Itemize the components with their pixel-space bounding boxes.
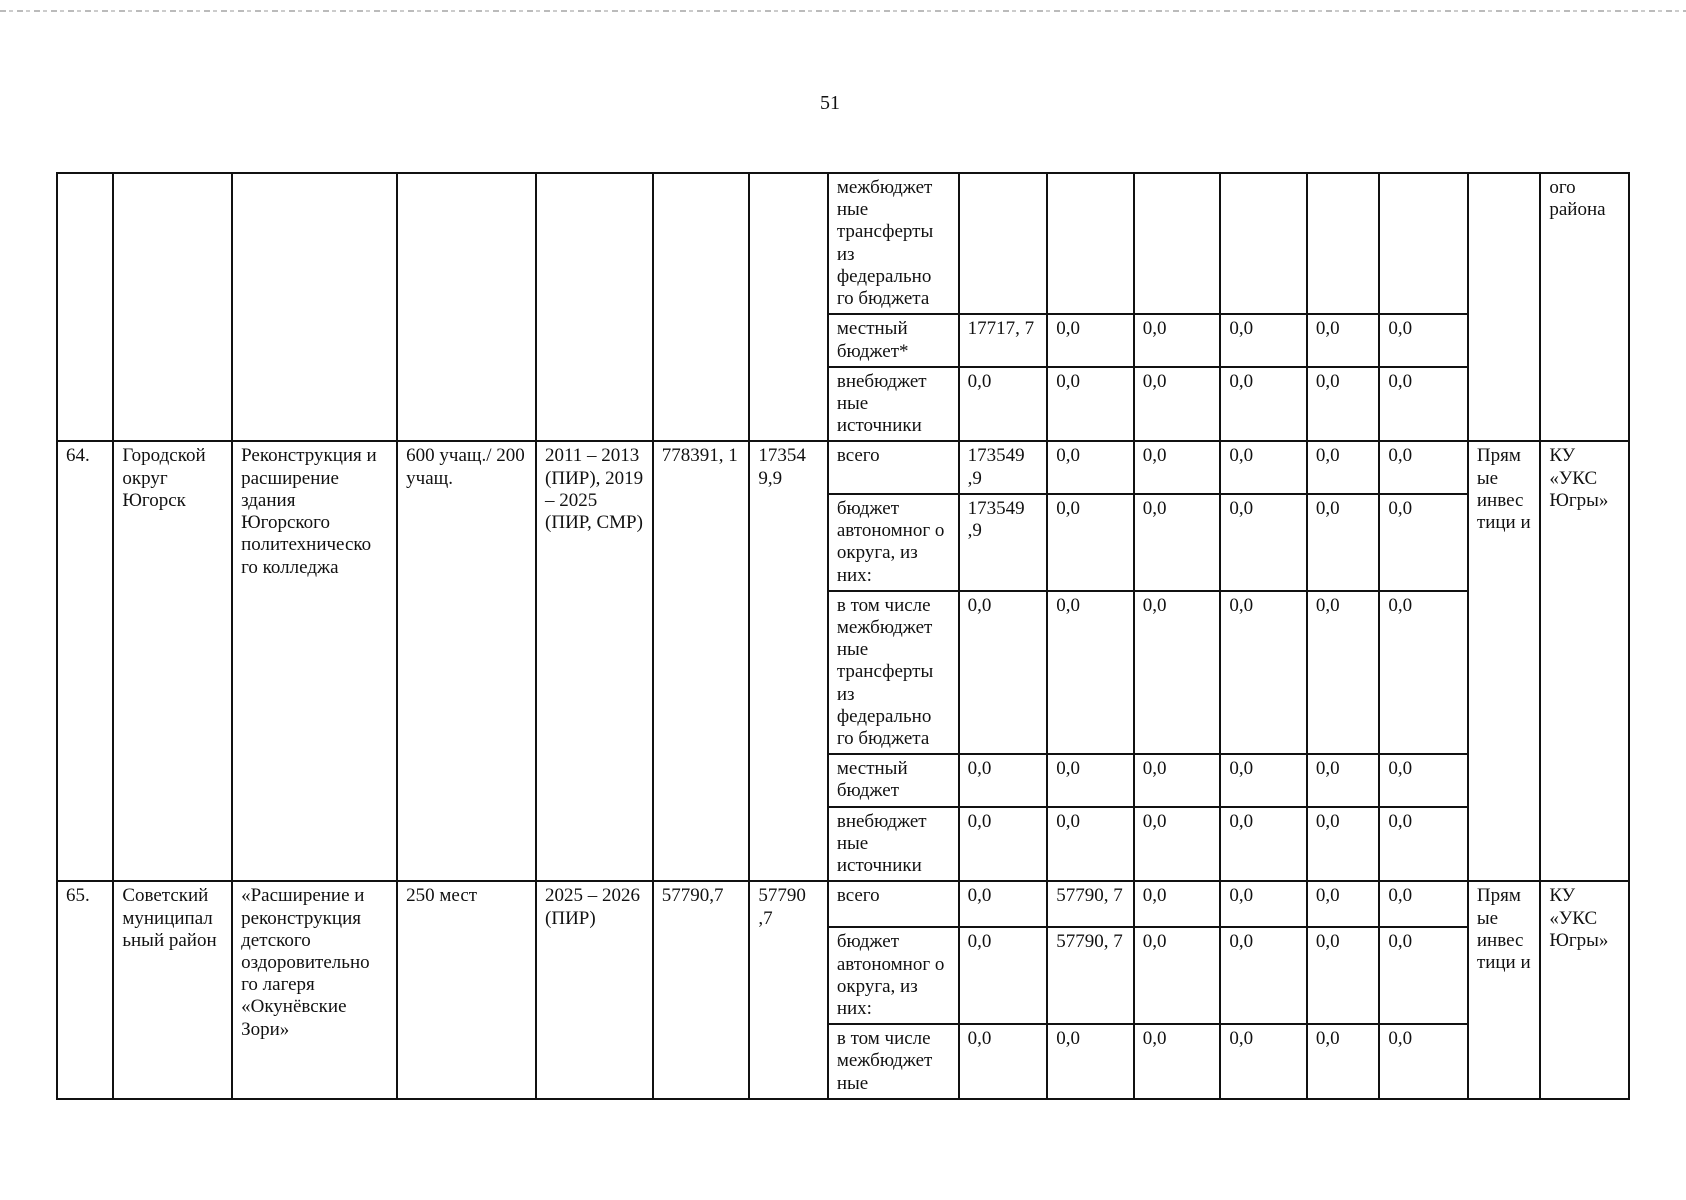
value-cell: 0,0 (1134, 1024, 1221, 1099)
value-cell (1379, 173, 1468, 314)
value-cell: 0,0 (959, 591, 1048, 755)
value-cell: 57790, 7 (1047, 927, 1134, 1024)
period-cell: 2025 – 2026 (ПИР) (536, 881, 653, 1099)
value-cell: 173549 ,9 (959, 441, 1048, 493)
cell-empty (397, 173, 536, 441)
value-cell: 0,0 (1047, 314, 1134, 366)
value-cell: 0,0 (1047, 441, 1134, 493)
source-label: в том числе межбюджет ные (828, 1024, 959, 1099)
cell-empty (653, 173, 750, 441)
value-cell: 0,0 (959, 927, 1048, 1024)
customer-cell: КУ «УКС Югры» (1540, 881, 1629, 1099)
cell-empty (113, 173, 232, 441)
value-cell (959, 173, 1048, 314)
value-cell: 0,0 (1134, 927, 1221, 1024)
source-label: внебюджет ные источники (828, 367, 959, 442)
value-cell: 0,0 (1047, 807, 1134, 882)
row-number: 64. (57, 441, 113, 881)
value-cell: 0,0 (1220, 441, 1307, 493)
value-cell: 0,0 (1307, 591, 1379, 755)
value-cell: 0,0 (1379, 591, 1468, 755)
value-cell: 0,0 (1134, 494, 1221, 591)
value-cell (1047, 173, 1134, 314)
source-label: всего (828, 441, 959, 493)
cost-remaining-cell: 17354 9,9 (749, 441, 827, 881)
row-number: 65. (57, 881, 113, 1099)
value-cell: 0,0 (1220, 314, 1307, 366)
investment-form-cell: Прям ые инвес тици и (1468, 441, 1540, 881)
value-cell: 0,0 (1134, 881, 1221, 927)
customer-cell: ого района (1540, 173, 1629, 441)
value-cell: 0,0 (1134, 314, 1221, 366)
value-cell: 0,0 (1307, 441, 1379, 493)
value-cell: 0,0 (1307, 494, 1379, 591)
table-row (57, 441, 1629, 493)
municipality-cell: Городской округ Югорск (113, 441, 232, 881)
value-cell: 0,0 (1379, 807, 1468, 882)
cell-empty (749, 173, 827, 441)
table-row (57, 881, 1629, 927)
source-label: всего (828, 881, 959, 927)
value-cell: 0,0 (1379, 441, 1468, 493)
object-name-cell: «Расширение и реконструкция детского оздоровительно го лагеря «Окунёвские Зори» (232, 881, 397, 1099)
cost-total-cell: 778391, 1 (653, 441, 750, 881)
source-label: межбюджет ные трансферты из федерально го бюджета (828, 173, 959, 314)
value-cell: 0,0 (959, 881, 1048, 927)
value-cell: 0,0 (1047, 754, 1134, 806)
value-cell: 0,0 (1220, 881, 1307, 927)
cost-remaining-cell: 57790 ,7 (749, 881, 827, 1099)
investment-form-cell (1468, 173, 1540, 441)
source-label: внебюджет ные источники (828, 807, 959, 882)
value-cell: 0,0 (1047, 591, 1134, 755)
value-cell: 0,0 (1220, 367, 1307, 442)
value-cell: 0,0 (1379, 927, 1468, 1024)
source-label: в том числе межбюджет ные трансферты из федерально го бюджета (828, 591, 959, 755)
value-cell: 0,0 (1047, 1024, 1134, 1099)
value-cell: 0,0 (1220, 494, 1307, 591)
value-cell: 0,0 (1379, 881, 1468, 927)
value-cell: 0,0 (959, 1024, 1048, 1099)
capacity-cell: 250 мест (397, 881, 536, 1099)
value-cell: 0,0 (959, 754, 1048, 806)
cell-empty (536, 173, 653, 441)
source-label: местный бюджет (828, 754, 959, 806)
source-label: бюджет автономног о округа, из них: (828, 494, 959, 591)
cell-empty (57, 173, 113, 441)
value-cell: 0,0 (1047, 494, 1134, 591)
value-cell: 0,0 (1134, 441, 1221, 493)
value-cell: 0,0 (1134, 807, 1221, 882)
value-cell: 0,0 (1379, 314, 1468, 366)
value-cell: 0,0 (1307, 927, 1379, 1024)
value-cell: 0,0 (1379, 1024, 1468, 1099)
value-cell (1134, 173, 1221, 314)
municipality-cell: Советский муниципал ьный район (113, 881, 232, 1099)
source-label: бюджет автономног о округа, из них: (828, 927, 959, 1024)
value-cell: 0,0 (1220, 1024, 1307, 1099)
object-name-cell: Реконструкция и расширение здания Югорского политехническо го колледжа (232, 441, 397, 881)
value-cell: 0,0 (1307, 754, 1379, 806)
capacity-cell: 600 учащ./ 200 учащ. (397, 441, 536, 881)
value-cell: 0,0 (1379, 754, 1468, 806)
value-cell: 0,0 (1220, 754, 1307, 806)
value-cell: 17717, 7 (959, 314, 1048, 366)
value-cell: 0,0 (1307, 881, 1379, 927)
customer-cell: КУ «УКС Югры» (1540, 441, 1629, 881)
cell-empty (232, 173, 397, 441)
cost-total-cell: 57790,7 (653, 881, 750, 1099)
value-cell: 0,0 (1220, 591, 1307, 755)
value-cell: 57790, 7 (1047, 881, 1134, 927)
value-cell: 0,0 (1134, 591, 1221, 755)
value-cell: 173549 ,9 (959, 494, 1048, 591)
value-cell: 0,0 (1379, 494, 1468, 591)
value-cell: 0,0 (959, 367, 1048, 442)
value-cell (1220, 173, 1307, 314)
investment-form-cell: Прям ые инвес тици и (1468, 881, 1540, 1099)
source-label: местный бюджет* (828, 314, 959, 366)
value-cell: 0,0 (1307, 807, 1379, 882)
value-cell: 0,0 (1134, 754, 1221, 806)
value-cell (1307, 173, 1379, 314)
period-cell: 2011 – 2013 (ПИР), 2019 – 2025 (ПИР, СМР) (536, 441, 653, 881)
value-cell: 0,0 (959, 807, 1048, 882)
value-cell: 0,0 (1379, 367, 1468, 442)
value-cell: 0,0 (1220, 807, 1307, 882)
value-cell: 0,0 (1047, 367, 1134, 442)
value-cell: 0,0 (1307, 314, 1379, 366)
page-number: 51 (820, 92, 840, 114)
value-cell: 0,0 (1307, 1024, 1379, 1099)
investment-table (56, 172, 1630, 1100)
value-cell: 0,0 (1307, 367, 1379, 442)
scan-edge-line (0, 10, 1686, 12)
value-cell: 0,0 (1220, 927, 1307, 1024)
value-cell: 0,0 (1134, 367, 1221, 442)
table-row (57, 173, 1629, 314)
